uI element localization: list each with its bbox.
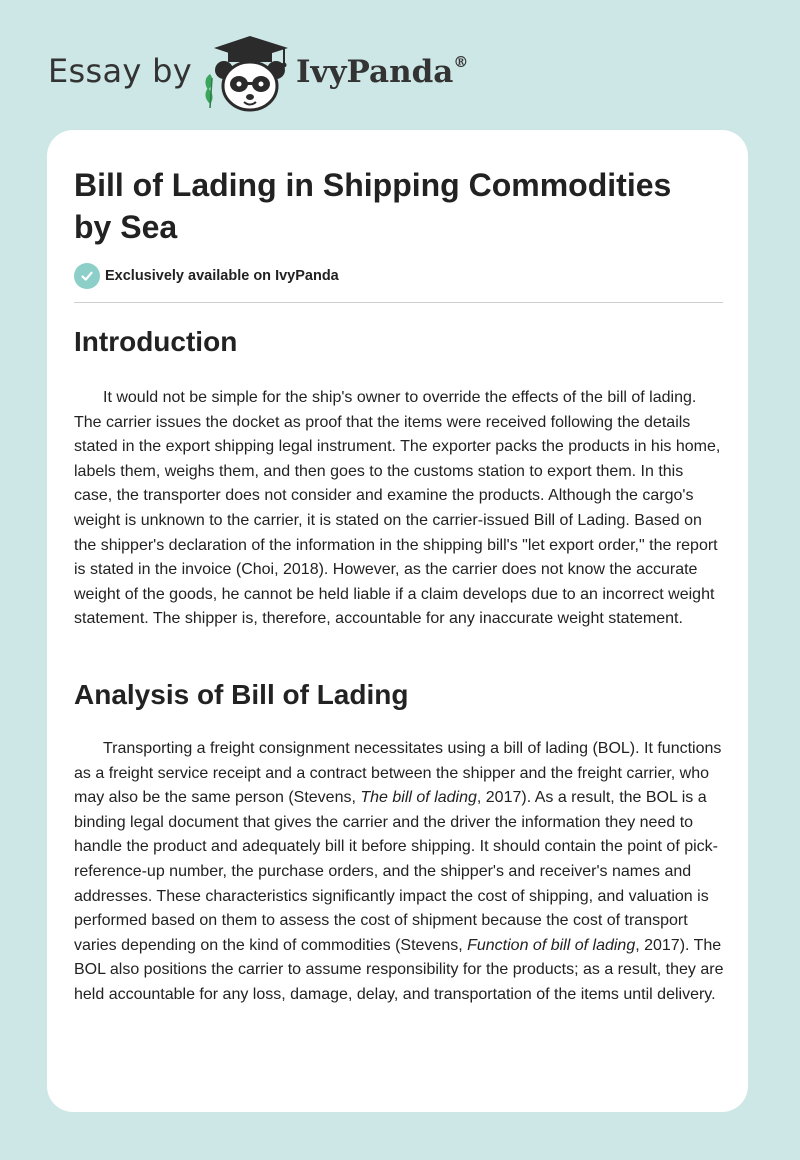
citation-title: Function of bill of lading [467, 936, 636, 954]
essay-by-label: Essay by [48, 52, 192, 90]
section-heading-introduction: Introduction [74, 326, 238, 357]
page-title: Bill of Lading in Shipping Commodities by Sea [74, 167, 672, 245]
badge-text: Exclusively available on IvyPanda [105, 268, 339, 284]
exclusive-badge [74, 263, 339, 289]
check-icon [74, 263, 100, 289]
panda-logo-icon[interactable] [200, 34, 294, 112]
site-header [0, 0, 800, 120]
section-heading-analysis: Analysis of Bill of Lading [74, 679, 409, 710]
divider [74, 302, 723, 303]
registered-mark: ® [453, 52, 469, 71]
citation-title: The bill of lading [360, 789, 477, 807]
essay-card [47, 130, 748, 1112]
section-paragraph-introduction: It would not be simple for the ship's owner to override the effects of the bill of lading. The carrier issues the docket as proof that the items were received following the details stated in the export shipping legal instrument. The exporter packs the products in his home, labels them, weighs them, and then goes to the customs station to export them. In this case, the transporter does not consider and examine the products. Although the cargo's weight is unknown to the carrier, it is stated on the carrier-issued Bill of Lading. Based on the shipper's declaration of the information in the shipping bill's "let export order," the report is stated in the invoice (Choi, 2018). However, as the carrier does not know the accurate weight of the goods, he cannot be held liable if a claim develops due to an incorrect weight statement. The shipper is, therefore, accountable for any inaccurate weight statement. [74, 389, 721, 628]
brand-name[interactable]: IvyPanda® [296, 52, 469, 90]
section-paragraph-analysis: Transporting a freight consignment necessitates using a bill of lading (BOL). It functions as a freight service receipt and a contract between the shipper and the freight carrier, who may also be the same person (Stevens, The bill of lading, 2017). As a result, the BOL is a binding legal document that gives the carrier and the driver the information they need to handle the product and adequately bill it before shipping. It should contain the point of pick-reference-up number, the purchase orders, and the shipper's and receiver's names and addresses. These characteristics significantly impact the cost of shipping, and valuation is performed based on them to assess the cost of shipment because the cost of transport varies depending on the kind of commodities (Stevens, Function of bill of lading, 2017). The BOL also positions the carrier to assume responsibility for the products; as a result, they are held accountable for any loss, damage, delay, and transportation of the items until delivery. [74, 740, 724, 1003]
